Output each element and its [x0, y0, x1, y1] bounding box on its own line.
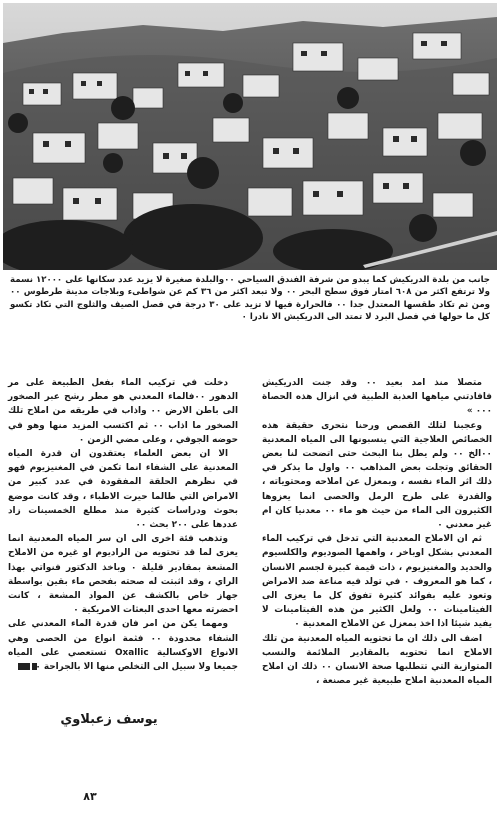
paragraph: اضف الى ذلك ان ما تحتويه المياه المعدنية من تلك الاملاح انما تحتويه بالمقادير الملائمة والنسب المتوازية التي تتطلبها صحة الانسان ٠٠ ذلك ان املاح المياه المعدنية املاح طبيعية غير مصنعة ،: [262, 633, 492, 687]
town-photo: [3, 3, 497, 270]
paragraph: ثم ان الاملاح المعدنية التي تدخل في تركيب الماء المعدني بشكل اوباخر ، واهمها الصوديوم والكلسيوم والحديد والمغنيزيوم ، ذات قيمة كبيرة لجسم الانسان ، كما هو المعروف ٠ في تولد فيه مناعة ضد الامراض وتعود عليه بفوائد كثيرة تفوق كل ما يعزى الى الفيتامينات ٠٠ ولعل الكثير من هذه الفيتامينات لا يفيد شيئا اذا اخذ بمعزل عن الاملاح المعدنية ٠: [262, 534, 493, 630]
paragraph: وتذهب فئة اخرى الى ان سر المياه المعدنية انما يعزى لما قد تحتويه من الراديوم او غيره من الاملاح المشعة بمقادير قليلة ٠ وباخذ الدكتور فنواتي بهذا الراي ، وقد اثبتت له صحته بفحص ماء بقين بواسطة جهاز خاص بالكشف عن المواد المشعة ، كانت احضرته معها احدى البعثات الامريكية ٠: [8, 534, 238, 616]
hillside-town-image: [3, 3, 497, 270]
paragraph-text: ومهما يكن من امر فان قدرة الماء المعدني على الشفاء محدودة ٠٠ فثمة انواع من الحصى وهي الانواع الاوكسالية Oxallic تستعصي على المياه جميعا ولا سبيل الى التخلص منها الا بالجراحة ٠: [8, 619, 238, 673]
article-column-right: [262, 376, 492, 688]
page-number: ٨٣: [83, 790, 97, 803]
photo-caption: جانب من بلدة الدريكيش كما يبدو من شرفة الفندق السياحي ٠٠والبلدة صغيرة لا يزيد عدد سكانها على ١٢٠٠٠ نسمة ولا ترتفع اكثر من ٦٠٨ امتار فوق سطح البحر ٠٠ ولا تبعد اكثر من ٣٦ كم عن شواطىء وبلاجات مدينة طرطوس ٠٠ ومن ثم تكاد طقسها المعتدل جدا ٠٠ فالحرارة فيها لا تزيد على ٣٠ درجة في فصل الصيف والثلوج التي تكاد تكسو كل ما حولها في فصل البرد لا تمتد الى الدريكيش الا نادرا ٠: [10, 275, 491, 323]
paragraph: الا ان بعض العلماء يعتقدون ان قدرة المياه المعدنية على الشفاء انما تكمن في المغنيزيوم فهو في نظرهم الحلقة المفقودة في عدد كبير من الامراض التي طالما حيرت الاطباء ، وقد كانت موضع بحوث ودراسات كثيرة منذ مطلع الخمسينات زاد عددها على ٢٠٠ بحث ٠٠: [8, 449, 238, 531]
end-of-article-mark: [18, 663, 32, 670]
author-name: يوسف زعبلاوي: [60, 712, 158, 727]
paragraph: دخلت في تركيب الماء بفعل الطبيعة على مر الدهور ٠٠فالماء المعدني هو مطر رشح عبر الصخور الى باطن الارض ٠٠ واذاب في طريقه من املاح تلك الصخور ما اذاب ٠٠ ثم اكتسب المزيد منها وهو في حوضه الجوفي ، وعلى مضي الزمن ٠: [8, 378, 238, 445]
paragraph: وعجبنا لتلك القصص ورحنا نتحرى حقيقة هذه الخصائص العلاجية التي ينسبونها الى المياه المعدنية ٠٠الخ ٠٠ ولم يطل بنا البحث حتى اتضحت لنا بعض الحقائق وتجلت بعض المذاهب ٠٠ واول ما يذكر في ذلك اثر الماء نفسه ، وبمعزل عن املاحه ومحتوياته ، والقدرة على طرح الرمل والحصى انما يعزوها الكثيرون الى الماء من حيث هو ماء ٠٠ معدنيا كان ام غير معدني ٠: [262, 420, 492, 531]
paragraph-last: [8, 617, 238, 674]
paragraph: متصلا منذ امد بعيد ٠٠ وقد جنت الدريكيش فافادتني مياهها العذبة الطبية في انزال هذه الحصاة ٠٠٠ »: [262, 378, 492, 417]
article-column-left: [8, 376, 238, 674]
